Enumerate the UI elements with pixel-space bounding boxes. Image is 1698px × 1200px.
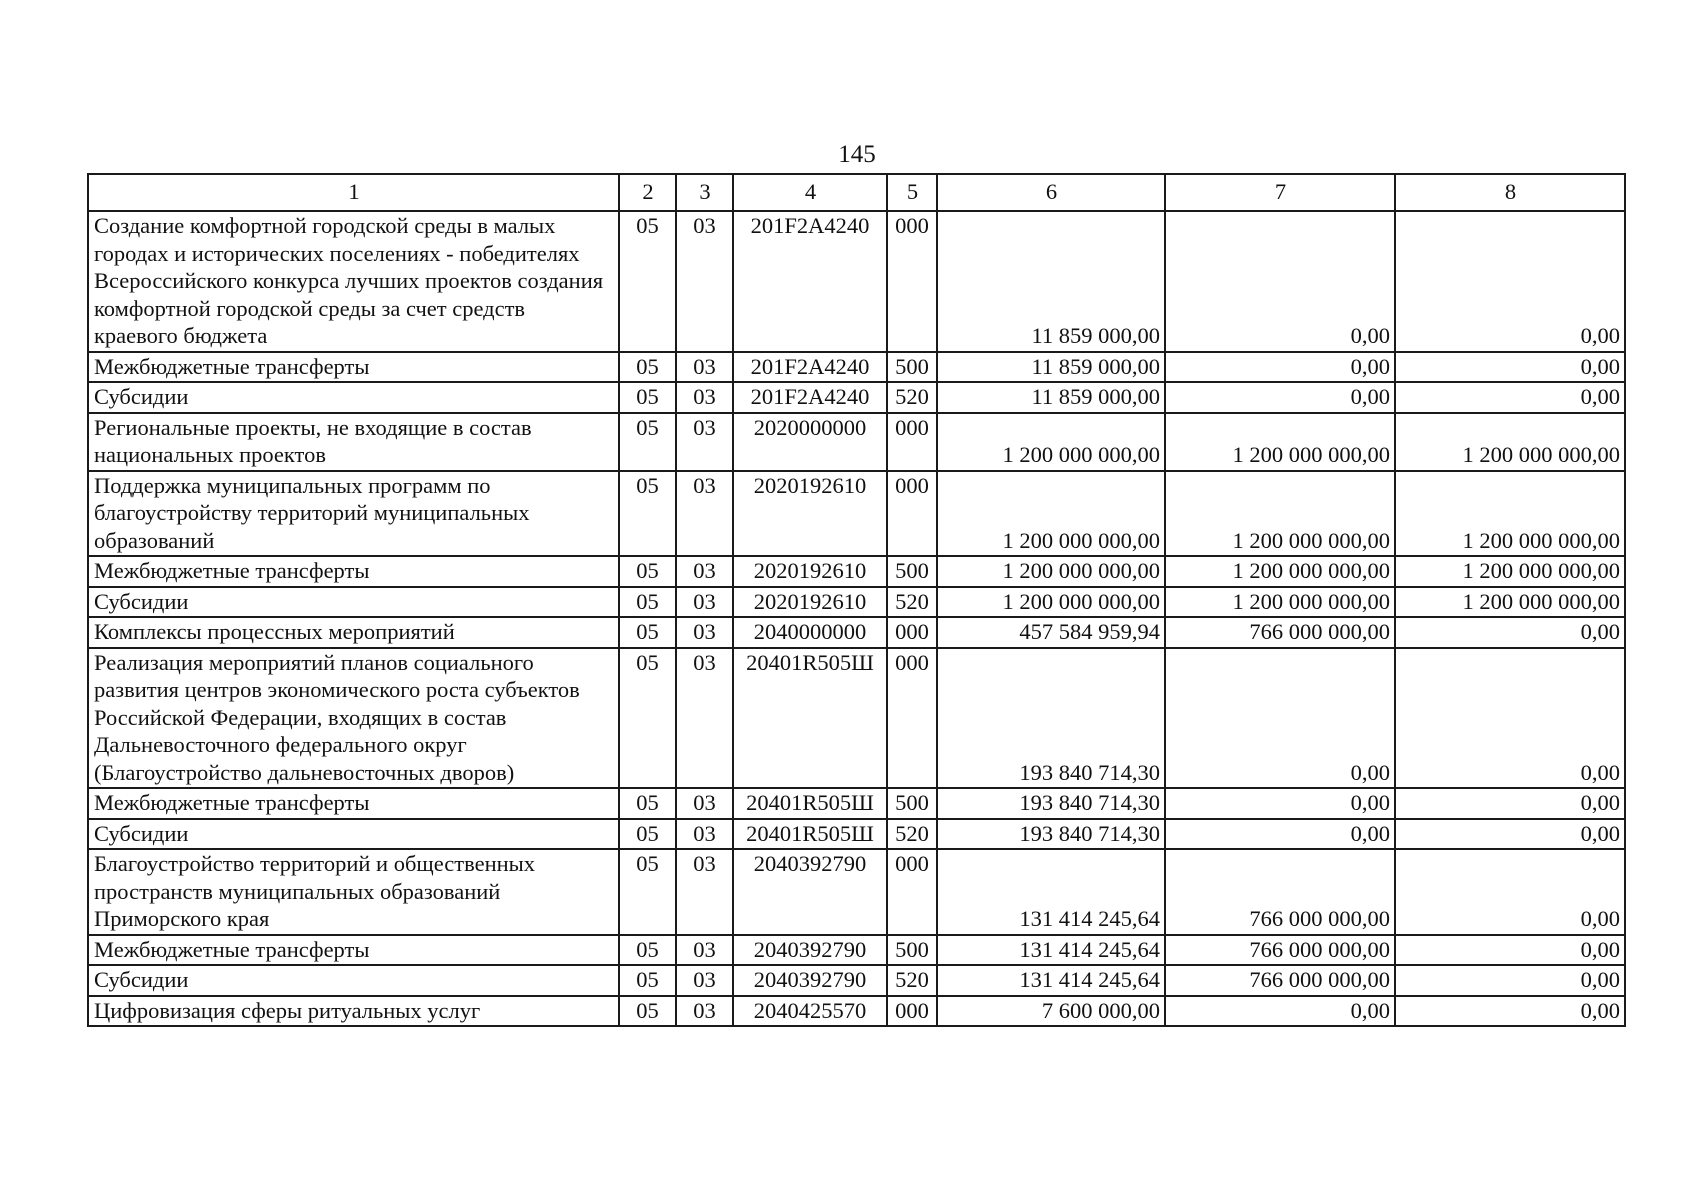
amount-cell-col6: 11 859 000,00 [937,211,1165,352]
expense-type-cell: 000 [887,211,937,352]
subsection-code-cell: 03 [676,587,733,618]
amount-cell-col7: 0,00 [1165,788,1395,819]
amount-cell-col8: 1 200 000 000,00 [1395,471,1625,557]
subsection-code-cell: 03 [676,935,733,966]
subsection-code-cell: 03 [676,211,733,352]
subsection-code-cell: 03 [676,556,733,587]
expense-type-cell: 000 [887,648,937,789]
section-code-cell: 05 [619,996,676,1027]
row-name-cell: Комплексы процессных мероприятий [88,617,619,648]
row-name-cell: Межбюджетные трансферты [88,935,619,966]
subsection-code-cell: 03 [676,849,733,935]
amount-cell-col8: 0,00 [1395,965,1625,996]
amount-cell-col8: 0,00 [1395,996,1625,1027]
target-code-cell: 201F2A4240 [733,382,887,413]
target-code-cell: 2020192610 [733,471,887,557]
target-code-cell: 2040425570 [733,996,887,1027]
row-name-cell: Субсидии [88,965,619,996]
amount-cell-col7: 1 200 000 000,00 [1165,471,1395,557]
amount-cell-col8: 0,00 [1395,382,1625,413]
table-row [88,587,1625,618]
row-name-cell: Субсидии [88,819,619,850]
table-row [88,849,1625,935]
column-header: 1 [88,174,619,211]
page-number: 145 [838,141,876,168]
amount-cell-col8: 1 200 000 000,00 [1395,587,1625,618]
row-name-cell: Цифровизация сферы ритуальных услуг [88,996,619,1027]
target-code-cell: 2040392790 [733,965,887,996]
section-code-cell: 05 [619,819,676,850]
subsection-code-cell: 03 [676,382,733,413]
amount-cell-col6: 1 200 000 000,00 [937,471,1165,557]
amount-cell-col6: 11 859 000,00 [937,352,1165,383]
amount-cell-col8: 0,00 [1395,935,1625,966]
subsection-code-cell: 03 [676,996,733,1027]
column-header: 4 [733,174,887,211]
column-header: 5 [887,174,937,211]
amount-cell-col6: 193 840 714,30 [937,819,1165,850]
subsection-code-cell: 03 [676,788,733,819]
expense-type-cell: 500 [887,352,937,383]
amount-cell-col6: 1 200 000 000,00 [937,556,1165,587]
header-row [88,174,1625,211]
section-code-cell: 05 [619,413,676,471]
amount-cell-col6: 193 840 714,30 [937,788,1165,819]
table-row [88,819,1625,850]
expense-type-cell: 000 [887,471,937,557]
table-row [88,648,1625,789]
amount-cell-col6: 131 414 245,64 [937,849,1165,935]
amount-cell-col6: 131 414 245,64 [937,935,1165,966]
budget-table [87,173,1626,1027]
subsection-code-cell: 03 [676,648,733,789]
row-name-cell: Субсидии [88,382,619,413]
amount-cell-col8: 0,00 [1395,211,1625,352]
target-code-cell: 2020000000 [733,413,887,471]
amount-cell-col7: 766 000 000,00 [1165,965,1395,996]
row-name-cell: Благоустройство территорий и общественных пространств муниципальных образований Приморского края [88,849,619,935]
amount-cell-col7: 0,00 [1165,352,1395,383]
amount-cell-col7: 0,00 [1165,382,1395,413]
amount-cell-col8: 1 200 000 000,00 [1395,413,1625,471]
table-row [88,352,1625,383]
amount-cell-col7: 1 200 000 000,00 [1165,413,1395,471]
expense-type-cell: 000 [887,849,937,935]
expense-type-cell: 000 [887,413,937,471]
table-row [88,617,1625,648]
target-code-cell: 2040392790 [733,935,887,966]
amount-cell-col7: 0,00 [1165,648,1395,789]
expense-type-cell: 500 [887,788,937,819]
section-code-cell: 05 [619,556,676,587]
row-name-cell: Межбюджетные трансферты [88,352,619,383]
row-name-cell: Межбюджетные трансферты [88,556,619,587]
amount-cell-col6: 131 414 245,64 [937,965,1165,996]
target-code-cell: 2020192610 [733,556,887,587]
amount-cell-col6: 1 200 000 000,00 [937,587,1165,618]
column-header: 3 [676,174,733,211]
section-code-cell: 05 [619,352,676,383]
table-row [88,556,1625,587]
expense-type-cell: 000 [887,996,937,1027]
section-code-cell: 05 [619,471,676,557]
table-body [88,174,1625,1026]
table-row [88,965,1625,996]
expense-type-cell: 500 [887,935,937,966]
column-header: 7 [1165,174,1395,211]
target-code-cell: 201F2A4240 [733,352,887,383]
table-row [88,211,1625,352]
amount-cell-col7: 0,00 [1165,211,1395,352]
section-code-cell: 05 [619,965,676,996]
section-code-cell: 05 [619,935,676,966]
amount-cell-col8: 1 200 000 000,00 [1395,556,1625,587]
subsection-code-cell: 03 [676,819,733,850]
row-name-cell: Реализация мероприятий планов социального развития центров экономического роста субъектов Российской Федерации, входящих в состав Дальневосточного федерального округ (Благоустройство дальневосточных дворов) [88,648,619,789]
subsection-code-cell: 03 [676,617,733,648]
table-row [88,935,1625,966]
subsection-code-cell: 03 [676,352,733,383]
expense-type-cell: 520 [887,965,937,996]
amount-cell-col6: 193 840 714,30 [937,648,1165,789]
section-code-cell: 05 [619,849,676,935]
target-code-cell: 201F2A4240 [733,211,887,352]
section-code-cell: 05 [619,211,676,352]
amount-cell-col7: 0,00 [1165,819,1395,850]
amount-cell-col7: 1 200 000 000,00 [1165,587,1395,618]
amount-cell-col7: 0,00 [1165,996,1395,1027]
section-code-cell: 05 [619,617,676,648]
amount-cell-col6: 1 200 000 000,00 [937,413,1165,471]
amount-cell-col8: 0,00 [1395,617,1625,648]
row-name-cell: Субсидии [88,587,619,618]
section-code-cell: 05 [619,788,676,819]
amount-cell-col7: 766 000 000,00 [1165,849,1395,935]
amount-cell-col6: 7 600 000,00 [937,996,1165,1027]
section-code-cell: 05 [619,648,676,789]
table-row [88,996,1625,1027]
column-header: 6 [937,174,1165,211]
expense-type-cell: 520 [887,587,937,618]
table-row [88,382,1625,413]
amount-cell-col8: 0,00 [1395,788,1625,819]
table-row [88,788,1625,819]
column-header: 2 [619,174,676,211]
target-code-cell: 2020192610 [733,587,887,618]
amount-cell-col7: 1 200 000 000,00 [1165,556,1395,587]
target-code-cell: 20401R505Ш [733,788,887,819]
section-code-cell: 05 [619,587,676,618]
row-name-cell: Создание комфортной городской среды в малых городах и исторических поселениях - победителях Всероссийского конкурса лучших проектов создания комфортной городской среды за счет средств краевого бюджета [88,211,619,352]
row-name-cell: Межбюджетные трансферты [88,788,619,819]
target-code-cell: 2040392790 [733,849,887,935]
amount-cell-col8: 0,00 [1395,352,1625,383]
expense-type-cell: 520 [887,382,937,413]
amount-cell-col8: 0,00 [1395,819,1625,850]
table-row [88,471,1625,557]
expense-type-cell: 520 [887,819,937,850]
amount-cell-col6: 11 859 000,00 [937,382,1165,413]
amount-cell-col7: 766 000 000,00 [1165,617,1395,648]
amount-cell-col8: 0,00 [1395,648,1625,789]
subsection-code-cell: 03 [676,413,733,471]
row-name-cell: Региональные проекты, не входящие в состав национальных проектов [88,413,619,471]
subsection-code-cell: 03 [676,471,733,557]
target-code-cell: 20401R505Ш [733,819,887,850]
target-code-cell: 2040000000 [733,617,887,648]
table-row [88,413,1625,471]
row-name-cell: Поддержка муниципальных программ по благоустройству территорий муниципальных образований [88,471,619,557]
subsection-code-cell: 03 [676,965,733,996]
amount-cell-col8: 0,00 [1395,849,1625,935]
amount-cell-col6: 457 584 959,94 [937,617,1165,648]
section-code-cell: 05 [619,382,676,413]
column-header: 8 [1395,174,1625,211]
amount-cell-col7: 766 000 000,00 [1165,935,1395,966]
target-code-cell: 20401R505Ш [733,648,887,789]
expense-type-cell: 500 [887,556,937,587]
expense-type-cell: 000 [887,617,937,648]
